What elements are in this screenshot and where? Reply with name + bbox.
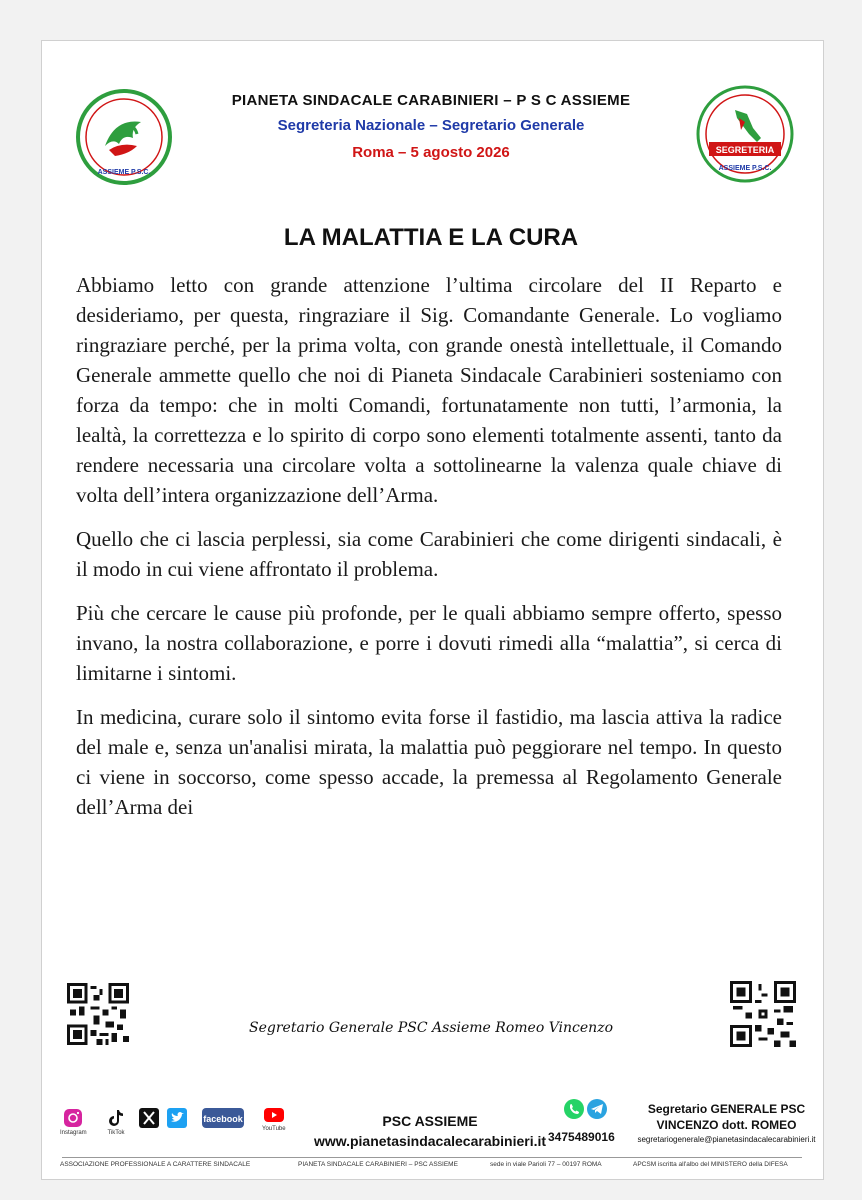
twitter-link[interactable] — [167, 1108, 187, 1128]
document-title: LA MALATTIA E LA CURA — [283, 224, 579, 251]
document-body — [76, 270, 782, 836]
svg-text:ASSIEME P.S.C.: ASSIEME P.S.C. — [97, 169, 151, 176]
svg-text:ASSIEME P.S.C.: ASSIEME P.S.C. — [718, 165, 772, 172]
tiktok-icon — [107, 1108, 125, 1128]
footer-phone[interactable]: 3475489016 — [548, 1130, 615, 1144]
twitter-icon — [167, 1108, 187, 1128]
instagram-link[interactable] — [60, 1108, 87, 1136]
header-date: Roma – 5 agosto 2026 — [352, 144, 510, 161]
x-icon — [139, 1108, 159, 1128]
tiktok-link[interactable] — [107, 1108, 125, 1136]
paragraph-4: In medicina, curare solo il sintomo evita forse il fastidio, ma lascia attiva la radice del male e, senza un'analisi mirata, la malattia può peggiorare nel tempo. In questo ci viene in soccorso, come spesso accade, la premessa al Regolamento Generale dell’Arma dei — [76, 705, 782, 819]
footer-bottom-association: ASSOCIAZIONE PROFESSIONALE A CARATTERE SINDACALE — [60, 1161, 251, 1168]
footer-divider — [62, 1157, 802, 1158]
paragraph-2: Quello che ci lascia perplessi, sia come Carabinieri che come dirigenti sindacali, è il modo in cui viene affrontato il problema. — [76, 527, 782, 581]
header-secretariat: Segreteria Nazionale – Segretario Generale — [277, 117, 585, 134]
paragraph-1: Abbiamo letto con grande attenzione l’ultima circolare del II Reparto e desideriamo, per questa, ringraziare il Sig. Comandante Generale. Lo vogliamo ringraziare perché, per la prima volta, con grande onestà intellettuale, il Comando Generale ammette quello che noi di Pianeta Sindacale Carabinieri sosteniamo con forza da tempo: che in molti Comandi, fortunatamente non tutti, l’armonia, la lealtà, la correttezza e lo spirito di corpo sono elementi totalmente assenti, tanto da rendere necessaria una circolare volta a sottolinearne la valenza quale chiave di volta dell’intera organizzazione dell’Arma. — [76, 273, 782, 507]
footer-contact — [634, 1102, 819, 1144]
x-link[interactable] — [139, 1108, 159, 1128]
footer-center — [270, 1113, 590, 1149]
messaging-icons — [563, 1098, 609, 1125]
facebook-icon-wordmark: facebook — [203, 1114, 243, 1124]
footer-secretary-title: Segretario GENERALE PSC — [647, 1102, 806, 1116]
telegram-icon — [587, 1099, 607, 1119]
footer-bottom-name: PIANETA SINDACALE CARABINIERI – PSC ASSIEME — [298, 1161, 458, 1168]
footer-website[interactable]: www.pianetasindacalecarabinieri.it — [313, 1133, 547, 1149]
footer-bottom-address: sede in viale Parioli 77 – 00197 ROMA — [490, 1161, 602, 1168]
instagram-label: Instagram — [60, 1130, 87, 1136]
footer-bottom-registry: APCSM iscritta all'albo del MINISTERO della DIFESA — [633, 1161, 788, 1168]
header-organization: PIANETA SINDACALE CARABINIERI – P S C ASSIEME — [231, 92, 631, 109]
signature: Segretario Generale PSC Assieme Romeo Vincenzo — [249, 1020, 613, 1036]
tiktok-label: TikTok — [107, 1130, 125, 1136]
instagram-icon — [63, 1108, 83, 1128]
facebook-link[interactable] — [202, 1108, 244, 1128]
paragraph-3: Più che cercare le cause più profonde, per le quali abbiamo sempre offerto, spesso invano, la nostra collaborazione, e porre i dovuti rimedi alla “malattia”, si cerca di limitarne i sintomi. — [76, 601, 782, 685]
footer-email[interactable]: segretariogenerale@pianetasindacalecarabinieri.it — [637, 1135, 816, 1144]
facebook-icon — [202, 1108, 244, 1128]
youtube-label: YouTube — [262, 1126, 286, 1132]
svg-text:SEGRETERIA: SEGRETERIA — [715, 145, 775, 155]
whatsapp-icon — [564, 1099, 584, 1119]
footer-secretary-name: VINCENZO dott. ROMEO — [656, 1118, 797, 1132]
footer-org-name: PSC ASSIEME — [382, 1113, 478, 1129]
